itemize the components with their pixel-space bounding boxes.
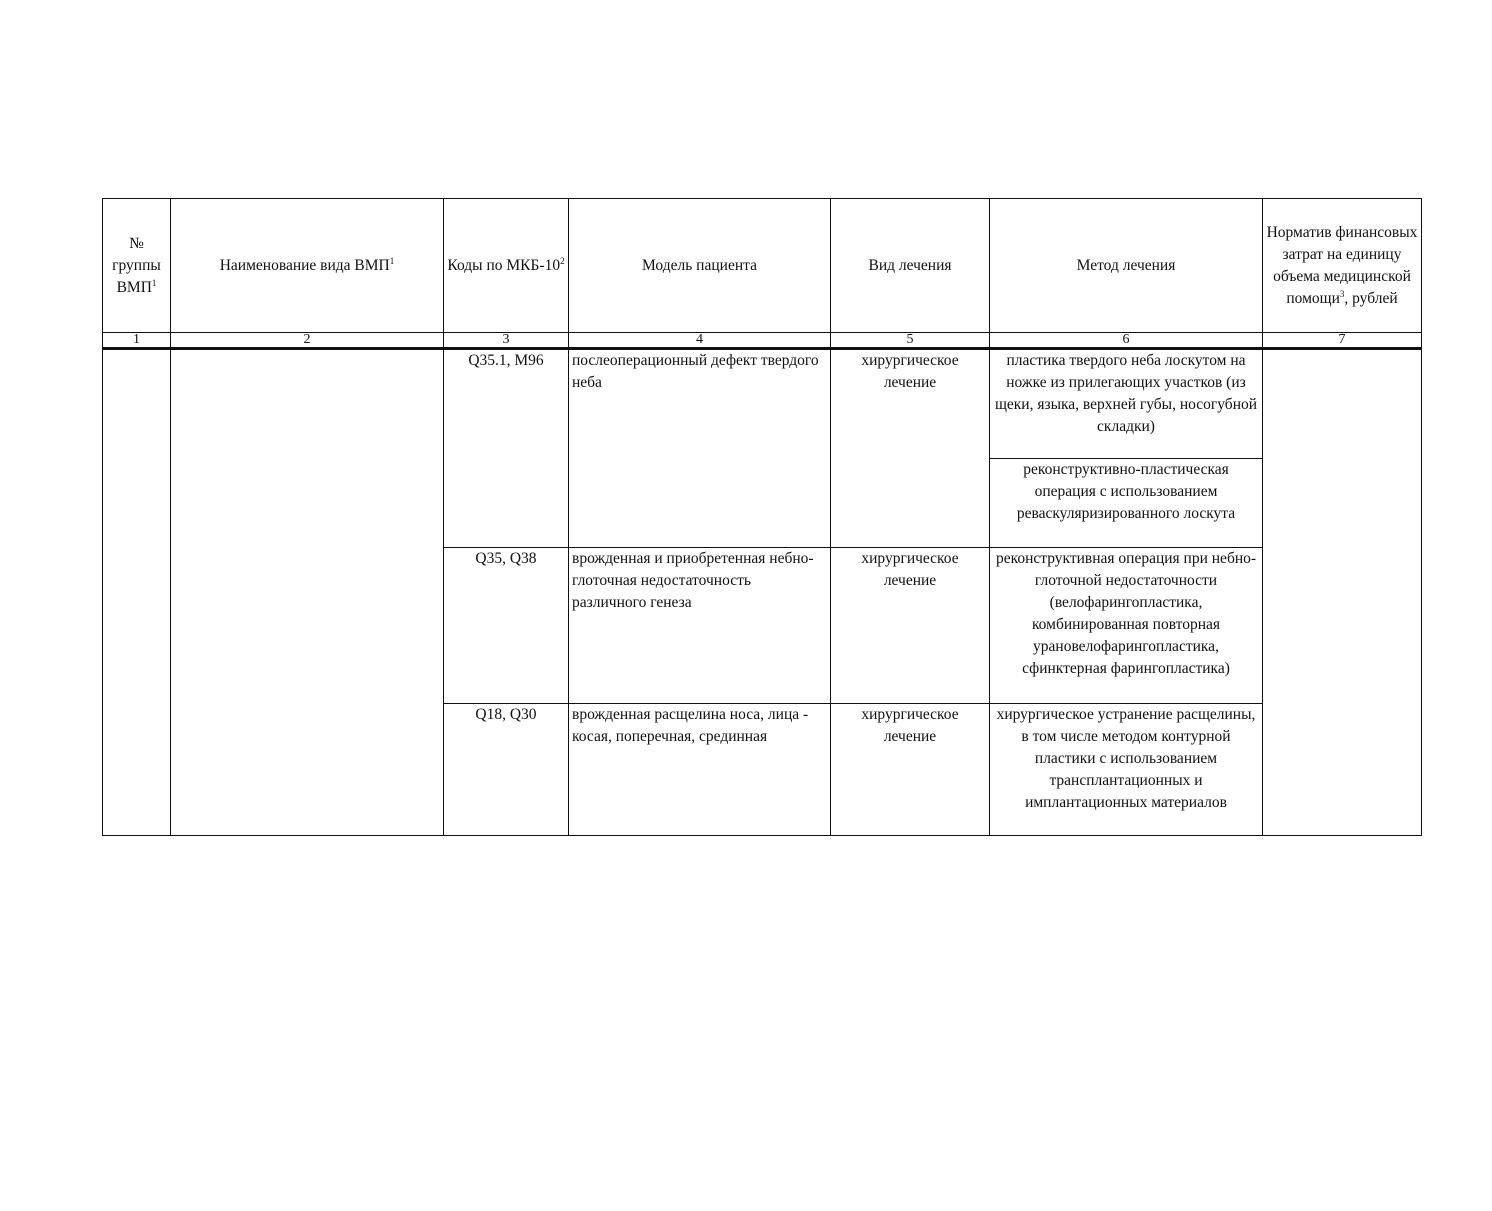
treatment-cell: хирургическое лечение — [831, 349, 990, 548]
column-number: 5 — [831, 333, 990, 349]
header-treatment-method: Метод лечения — [990, 199, 1263, 333]
method-cell: реконструктивно-пластическая операция с использованием реваскуляризированного лоскута — [990, 459, 1263, 548]
vmp-table — [102, 198, 1422, 836]
header-icd-codes: Коды по МКБ-$10^2$ — [444, 199, 569, 333]
column-number: 1 — [103, 333, 171, 349]
model-cell: врожденная расщелина носа, лица - косая, поперечная, срединная — [569, 704, 831, 836]
model-cell: послеоперационный дефект твердого неба — [569, 349, 831, 548]
method-cell: реконструктивная операция при небно-глоточной недостаточности (велофарингопластика, комбинированная повторная урановелофарингопластика, сфинктерная фарингопластика) — [990, 548, 1263, 704]
column-number: 2 — [171, 333, 444, 349]
cost-cell — [1263, 349, 1422, 836]
codes-cell: Q35, Q38 — [444, 548, 569, 704]
group-number-cell — [103, 349, 171, 836]
header-row — [103, 199, 1422, 333]
codes-cell: Q35.1, M96 — [444, 349, 569, 548]
header-cost-norm: Норматив финансовых затрат на единицу объема медицинской помощи$^3$, рублей — [1263, 199, 1422, 333]
codes-cell: Q18, Q30 — [444, 704, 569, 836]
header-vmp-name: Наименование вида ВМП$^1$ — [171, 199, 444, 333]
header-patient-model: Модель пациента — [569, 199, 831, 333]
vmp-name-cell — [171, 349, 444, 836]
header-treatment-type: Вид лечения — [831, 199, 990, 333]
table-row — [103, 349, 1422, 459]
column-number-row — [103, 333, 1422, 349]
column-number: 7 — [1263, 333, 1422, 349]
method-cell: хирургическое устранение расщелины, в том числе методом контурной пластики с использованием трансплантационных и имплантационных материалов — [990, 704, 1263, 836]
treatment-cell: хирургическое лечение — [831, 548, 990, 704]
header-group-number: № группы ВМП$^1$ — [103, 199, 171, 333]
column-number: 4 — [569, 333, 831, 349]
column-number: 6 — [990, 333, 1263, 349]
column-number: 3 — [444, 333, 569, 349]
model-cell: врожденная и приобретенная небно-глоточная недостаточность различного генеза — [569, 548, 831, 704]
treatment-cell: хирургическое лечение — [831, 704, 990, 836]
method-cell: пластика твердого неба лоскутом на ножке из прилегающих участков (из щеки, языка, верхней губы, носогубной складки) — [990, 349, 1263, 459]
